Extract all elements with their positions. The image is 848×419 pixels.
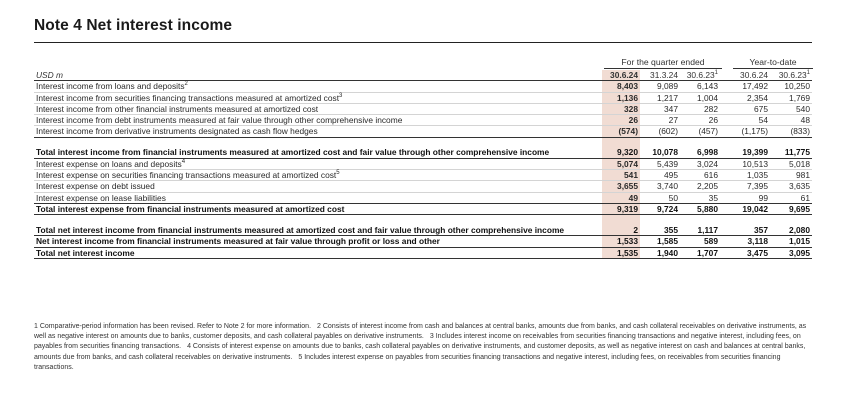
- row-label-cell: [34, 192, 602, 203]
- value-cell: 19,399: [720, 137, 770, 158]
- row-label: Interest income from loans and deposits: [36, 81, 185, 92]
- value-cell: 355: [640, 215, 680, 236]
- value-cell: 7,395: [720, 181, 770, 192]
- value-cell: 9,695: [770, 203, 812, 214]
- value-cell: 1,217: [640, 92, 680, 103]
- value-cell: 541: [602, 170, 640, 181]
- column-header: [720, 70, 770, 81]
- table-row: [34, 158, 812, 169]
- value-cell: 6,998: [680, 137, 720, 158]
- column-header: [680, 70, 720, 81]
- row-label: Interest income from derivative instruments designated as cash flow hedges: [36, 126, 318, 137]
- row-label-cell: [34, 137, 602, 158]
- value-cell: 3,740: [640, 181, 680, 192]
- value-cell: (1,175): [720, 126, 770, 137]
- column-header-label: 30.6.24: [740, 70, 768, 80]
- value-cell: 616: [680, 170, 720, 181]
- value-cell: (833): [770, 126, 812, 137]
- table-row: [34, 203, 812, 214]
- value-cell: 495: [640, 170, 680, 181]
- value-cell: 5,018: [770, 158, 812, 169]
- value-cell: 5,880: [680, 203, 720, 214]
- value-cell: 48: [770, 115, 812, 126]
- row-label: Interest income from securities financing transactions measured at amortized cost: [36, 92, 340, 103]
- value-cell: 6,143: [680, 81, 720, 92]
- value-cell: 1,117: [680, 215, 720, 236]
- value-cell: (602): [640, 126, 680, 137]
- ytd-group-rule: [733, 68, 813, 69]
- row-label: Total net interest income: [36, 247, 135, 258]
- value-cell: 9,320: [602, 137, 640, 158]
- table-row: [34, 115, 812, 126]
- row-label-cell: [34, 247, 602, 258]
- value-cell: 1,535: [602, 247, 640, 258]
- value-cell: 2,080: [770, 215, 812, 236]
- value-cell: (457): [680, 126, 720, 137]
- row-label-cell: [34, 103, 602, 114]
- footnote-ref: 5: [336, 170, 340, 177]
- footnote: 5 Includes interest expense on payables from securities financing transactions and negative interest, including fees, on receivables from securities financing transactions.: [34, 353, 781, 371]
- row-label-cell: [34, 215, 602, 236]
- quarter-group-header: For the quarter ended: [621, 57, 705, 67]
- value-cell: 17,492: [720, 81, 770, 92]
- footnote-ref: 1: [714, 70, 718, 76]
- row-label: Net interest income from financial instruments measured at fair value through profit or loss and other: [36, 236, 440, 247]
- column-header-row: [34, 70, 812, 81]
- footnote: 2 Consists of interest income from cash and balances at central banks, amounts due from banks, and cash collateral receivables on derivative instruments, as well as negative interest on amounts due to banks, customer deposits, and cash collateral payables on derivative instruments.: [34, 323, 807, 341]
- column-header-label: 30.6.23: [686, 70, 715, 80]
- title-divider: [34, 42, 812, 43]
- value-cell: 50: [640, 192, 680, 203]
- table-row: [34, 236, 812, 247]
- value-cell: 26: [680, 115, 720, 126]
- row-label-cell: [34, 81, 602, 92]
- row-label: Total interest expense from financial instruments measured at amortized cost: [36, 203, 345, 214]
- row-label: Interest expense on lease liabilities: [36, 192, 166, 203]
- quarter-group-rule: [604, 68, 722, 69]
- value-cell: 49: [602, 192, 640, 203]
- value-cell: 981: [770, 170, 812, 181]
- column-header: [602, 70, 640, 81]
- value-cell: 26: [602, 115, 640, 126]
- table-row: [34, 92, 812, 103]
- value-cell: 35: [680, 192, 720, 203]
- value-cell: 99: [720, 192, 770, 203]
- row-label-cell: [34, 236, 602, 247]
- row-label-cell: [34, 158, 602, 169]
- value-cell: 1,136: [602, 92, 640, 103]
- row-label: Interest income from debt instruments measured at fair value through other comprehensive income: [36, 115, 403, 126]
- value-cell: 3,475: [720, 247, 770, 258]
- table-row: [34, 126, 812, 137]
- table-row: [34, 81, 812, 92]
- value-cell: 1,035: [720, 170, 770, 181]
- row-label-cell: [34, 92, 602, 103]
- table-row: [34, 181, 812, 192]
- footnotes: [34, 322, 814, 373]
- row-label-cell: [34, 170, 602, 181]
- footnote-ref: 4: [181, 158, 186, 165]
- value-cell: 8,403: [602, 81, 640, 92]
- table-row: [34, 215, 812, 236]
- value-cell: 54: [720, 115, 770, 126]
- value-cell: 347: [640, 103, 680, 114]
- value-cell: 1,533: [602, 236, 640, 247]
- value-cell: 3,635: [770, 181, 812, 192]
- value-cell: 9,319: [602, 203, 640, 214]
- value-cell: 61: [770, 192, 812, 203]
- column-header-label: 30.6.23: [778, 70, 807, 80]
- row-label-cell: [34, 203, 602, 214]
- row-label: Total net interest income from financial instruments measured at amortized cost and fair value through other comprehensive income: [36, 224, 565, 235]
- value-cell: 1,707: [680, 247, 720, 258]
- column-header-label: 30.6.24: [610, 70, 638, 80]
- footnote-ref: 1: [806, 70, 810, 76]
- value-cell: 328: [602, 103, 640, 114]
- value-cell: 675: [720, 103, 770, 114]
- value-cell: 3,655: [602, 181, 640, 192]
- value-cell: 3,024: [680, 158, 720, 169]
- value-cell: 2: [602, 215, 640, 236]
- value-cell: 282: [680, 103, 720, 114]
- table-row: [34, 103, 812, 114]
- footnote-ref: 2: [184, 81, 188, 88]
- row-label: Interest expense on securities financing transactions measured at amortized cost: [36, 170, 337, 181]
- value-cell: 2,205: [680, 181, 720, 192]
- unit-label: USD m: [34, 70, 602, 81]
- net-interest-income-table: [34, 70, 812, 259]
- value-cell: 540: [770, 103, 812, 114]
- value-cell: 1,585: [640, 236, 680, 247]
- value-cell: 27: [640, 115, 680, 126]
- value-cell: 2,354: [720, 92, 770, 103]
- table-row: [34, 192, 812, 203]
- column-header: [770, 70, 812, 81]
- value-cell: 10,513: [720, 158, 770, 169]
- value-cell: (574): [602, 126, 640, 137]
- value-cell: 19,042: [720, 203, 770, 214]
- table-row: [34, 137, 812, 158]
- footnote: 1 Comparative-period information has been revised. Refer to Note 2 for more information.: [34, 323, 312, 330]
- value-cell: 3,118: [720, 236, 770, 247]
- footnote-ref: 3: [339, 92, 343, 99]
- value-cell: 10,078: [640, 137, 680, 158]
- value-cell: 357: [720, 215, 770, 236]
- column-header: [640, 70, 680, 81]
- value-cell: 11,775: [770, 137, 812, 158]
- row-label: Interest expense on loans and deposits: [36, 158, 182, 169]
- row-label-cell: [34, 126, 602, 137]
- value-cell: 1,015: [770, 236, 812, 247]
- ytd-group-header: Year-to-date: [749, 57, 797, 67]
- value-cell: 9,724: [640, 203, 680, 214]
- footnote: 3 Includes interest income on receivables from securities financing transactions and negative interest, including fees, on payables from securities financing transactions.: [34, 333, 801, 351]
- row-label-cell: [34, 115, 602, 126]
- row-label: Interest expense on debt issued: [36, 181, 155, 192]
- row-label-cell: [34, 181, 602, 192]
- value-cell: 1,769: [770, 92, 812, 103]
- value-cell: 9,089: [640, 81, 680, 92]
- table-row: [34, 170, 812, 181]
- value-cell: 5,074: [602, 158, 640, 169]
- value-cell: 589: [680, 236, 720, 247]
- value-cell: 1,940: [640, 247, 680, 258]
- value-cell: 5,439: [640, 158, 680, 169]
- footnote: 4 Consists of interest expense on amounts due to banks, cash collateral payables on derivative instruments, and customer deposits, as well as negative interest on cash and balances at central banks, amounts due from banks, and cash collateral receivables on derivative instruments.: [34, 343, 806, 361]
- column-header-label: 31.3.24: [650, 70, 678, 80]
- row-label: Total interest income from financial instruments measured at amortized cost and fair value through other comprehensive income: [36, 147, 550, 158]
- table-row: [34, 247, 812, 258]
- row-label: Interest income from other financial instruments measured at amortized cost: [36, 103, 319, 114]
- value-cell: 10,250: [770, 81, 812, 92]
- note-title: Note 4 Net interest income: [34, 17, 233, 34]
- value-cell: 1,004: [680, 92, 720, 103]
- value-cell: 3,095: [770, 247, 812, 258]
